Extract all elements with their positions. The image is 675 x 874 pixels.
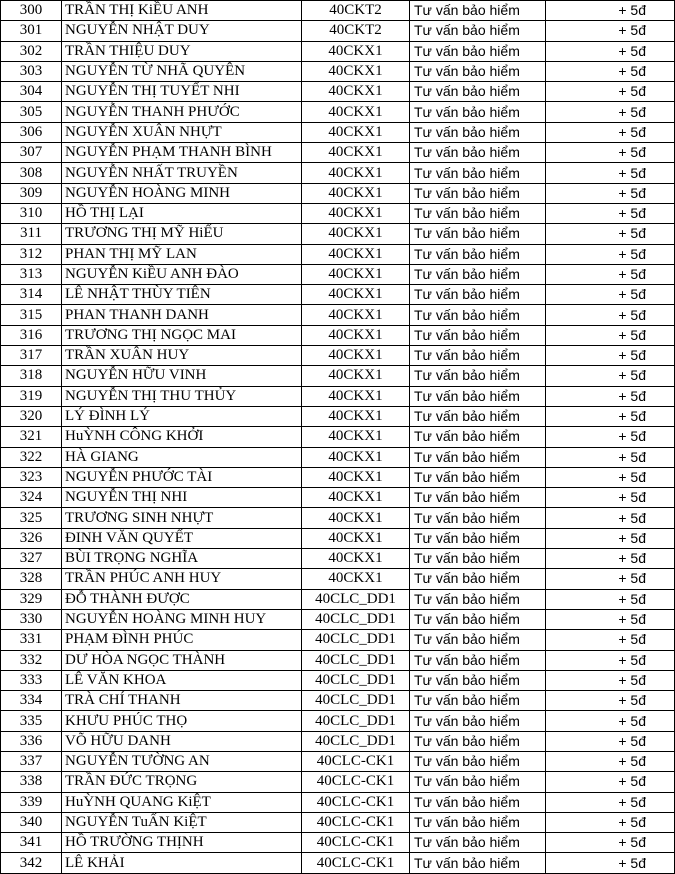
points-value: + 5đ: [546, 244, 675, 264]
row-number: 331: [1, 630, 62, 650]
points-value: + 5đ: [546, 285, 675, 305]
table-row: [1, 163, 675, 183]
table-row: [1, 41, 675, 61]
student-name: TRẦN XUÂN HUY: [62, 346, 302, 366]
row-number: 329: [1, 589, 62, 609]
activity-name: Tư vấn bảo hiểm: [410, 691, 546, 711]
class-code: 40CLC-CK1: [302, 833, 410, 853]
activity-name: Tư vấn bảo hiểm: [410, 285, 546, 305]
student-name: TRƯƠNG THỊ NGỌC MAI: [62, 325, 302, 345]
student-name: TRƯƠNG SINH NHỰT: [62, 508, 302, 528]
activity-name: Tư vấn bảo hiểm: [410, 244, 546, 264]
student-name: NGUYỄN THỊ TUYẾT NHI: [62, 82, 302, 102]
points-value: + 5đ: [546, 853, 675, 873]
student-name: PHẠM ĐÌNH PHÚC: [62, 630, 302, 650]
table-row: [1, 467, 675, 487]
points-value: + 5đ: [546, 609, 675, 629]
class-code: 40CKT2: [302, 21, 410, 41]
table-row: [1, 386, 675, 406]
class-code: 40CKX1: [302, 203, 410, 223]
student-name: VÕ HỮU DANH: [62, 731, 302, 751]
points-value: + 5đ: [546, 589, 675, 609]
row-number: 330: [1, 609, 62, 629]
activity-name: Tư vấn bảo hiểm: [410, 670, 546, 690]
table-row: [1, 670, 675, 690]
row-number: 339: [1, 792, 62, 812]
activity-name: Tư vấn bảo hiểm: [410, 650, 546, 670]
class-code: 40CKX1: [302, 386, 410, 406]
activity-name: Tư vấn bảo hiểm: [410, 833, 546, 853]
points-value: + 5đ: [546, 122, 675, 142]
table-row: [1, 82, 675, 102]
student-name: LÊ KHẢI: [62, 853, 302, 873]
class-code: 40CKX1: [302, 163, 410, 183]
row-number: 326: [1, 528, 62, 548]
activity-name: Tư vấn bảo hiểm: [410, 447, 546, 467]
class-code: 40CKX1: [302, 569, 410, 589]
row-number: 333: [1, 670, 62, 690]
points-value: + 5đ: [546, 447, 675, 467]
activity-name: Tư vấn bảo hiểm: [410, 264, 546, 284]
table-row: [1, 792, 675, 812]
class-code: 40CLC-CK1: [302, 751, 410, 771]
activity-name: Tư vấn bảo hiểm: [410, 549, 546, 569]
activity-name: Tư vấn bảo hiểm: [410, 183, 546, 203]
points-value: + 5đ: [546, 41, 675, 61]
row-number: 317: [1, 346, 62, 366]
points-value: + 5đ: [546, 731, 675, 751]
row-number: 324: [1, 488, 62, 508]
class-code: 40CLC_DD1: [302, 589, 410, 609]
row-number: 334: [1, 691, 62, 711]
points-value: + 5đ: [546, 163, 675, 183]
points-value: + 5đ: [546, 102, 675, 122]
class-code: 40CLC_DD1: [302, 630, 410, 650]
row-number: 313: [1, 264, 62, 284]
table-row: [1, 691, 675, 711]
activity-name: Tư vấn bảo hiểm: [410, 812, 546, 832]
student-name: TRẦN PHÚC ANH HUY: [62, 569, 302, 589]
table-row: [1, 1, 675, 21]
row-number: 312: [1, 244, 62, 264]
row-number: 328: [1, 569, 62, 589]
table-row: [1, 244, 675, 264]
points-value: + 5đ: [546, 203, 675, 223]
points-value: + 5đ: [546, 1, 675, 21]
class-code: 40CKX1: [302, 488, 410, 508]
row-number: 307: [1, 143, 62, 163]
activity-name: Tư vấn bảo hiểm: [410, 467, 546, 487]
student-name: NGUYỄN KiỀU ANH ĐÀO: [62, 264, 302, 284]
points-value: + 5đ: [546, 325, 675, 345]
activity-name: Tư vấn bảo hiểm: [410, 224, 546, 244]
student-name: HỒ TRƯỜNG THỊNH: [62, 833, 302, 853]
activity-name: Tư vấn bảo hiểm: [410, 751, 546, 771]
row-number: 309: [1, 183, 62, 203]
activity-name: Tư vấn bảo hiểm: [410, 102, 546, 122]
student-name: PHAN THANH DANH: [62, 305, 302, 325]
student-name: HuỲNH QUANG KiỆT: [62, 792, 302, 812]
points-value: + 5đ: [546, 691, 675, 711]
points-value: + 5đ: [546, 670, 675, 690]
row-number: 318: [1, 366, 62, 386]
student-name: NGUYỄN TuẤN KiỆT: [62, 812, 302, 832]
points-value: + 5đ: [546, 346, 675, 366]
activity-name: Tư vấn bảo hiểm: [410, 772, 546, 792]
class-code: 40CKX1: [302, 508, 410, 528]
class-code: 40CKX1: [302, 82, 410, 102]
class-code: 40CLC-CK1: [302, 812, 410, 832]
row-number: 306: [1, 122, 62, 142]
row-number: 304: [1, 82, 62, 102]
student-name: TRẦN ĐỨC TRỌNG: [62, 772, 302, 792]
table-row: [1, 122, 675, 142]
row-number: 319: [1, 386, 62, 406]
row-number: 340: [1, 812, 62, 832]
student-name: TRƯƠNG THỊ MỸ HiẾU: [62, 224, 302, 244]
table-row: [1, 406, 675, 426]
points-value: + 5đ: [546, 569, 675, 589]
class-code: 40CKX1: [302, 285, 410, 305]
row-number: 325: [1, 508, 62, 528]
row-number: 300: [1, 1, 62, 21]
activity-name: Tư vấn bảo hiểm: [410, 143, 546, 163]
row-number: 303: [1, 61, 62, 81]
table-row: [1, 711, 675, 731]
points-value: + 5đ: [546, 224, 675, 244]
row-number: 302: [1, 41, 62, 61]
table-row: [1, 488, 675, 508]
activity-name: Tư vấn bảo hiểm: [410, 325, 546, 345]
points-value: + 5đ: [546, 427, 675, 447]
activity-name: Tư vấn bảo hiểm: [410, 609, 546, 629]
row-number: 321: [1, 427, 62, 447]
table-row: [1, 183, 675, 203]
points-value: + 5đ: [546, 143, 675, 163]
activity-name: Tư vấn bảo hiểm: [410, 305, 546, 325]
student-name: ĐINH VĂN QUYẾT: [62, 528, 302, 548]
student-name: ĐỖ THÀNH ĐƯỢC: [62, 589, 302, 609]
table-row: [1, 569, 675, 589]
class-code: 40CLC_DD1: [302, 691, 410, 711]
student-name: LÊ VĂN KHOA: [62, 670, 302, 690]
student-name: DƯ HÒA NGỌC THÀNH: [62, 650, 302, 670]
points-value: + 5đ: [546, 508, 675, 528]
row-number: 338: [1, 772, 62, 792]
table-row: [1, 508, 675, 528]
activity-name: Tư vấn bảo hiểm: [410, 1, 546, 21]
table-body: [1, 1, 675, 874]
activity-name: Tư vấn bảo hiểm: [410, 488, 546, 508]
class-code: 40CKX1: [302, 224, 410, 244]
row-number: 327: [1, 549, 62, 569]
activity-name: Tư vấn bảo hiểm: [410, 203, 546, 223]
points-value: + 5đ: [546, 792, 675, 812]
student-name: NGUYỄN THỊ THU THỦY: [62, 386, 302, 406]
class-code: 40CLC_DD1: [302, 670, 410, 690]
class-code: 40CKX1: [302, 366, 410, 386]
student-name: NGUYỄN NHẬT DUY: [62, 21, 302, 41]
points-value: + 5đ: [546, 751, 675, 771]
table-row: [1, 528, 675, 548]
class-code: 40CKX1: [302, 467, 410, 487]
points-value: + 5đ: [546, 549, 675, 569]
points-value: + 5đ: [546, 833, 675, 853]
table-row: [1, 630, 675, 650]
class-code: 40CKX1: [302, 183, 410, 203]
activity-name: Tư vấn bảo hiểm: [410, 528, 546, 548]
table-row: [1, 346, 675, 366]
student-name: NGUYỄN TỪ NHÃ QUYÊN: [62, 61, 302, 81]
student-name: NGUYỄN HỮU VINH: [62, 366, 302, 386]
student-name: NGUYỄN THỊ NHI: [62, 488, 302, 508]
table-row: [1, 21, 675, 41]
row-number: 316: [1, 325, 62, 345]
row-number: 322: [1, 447, 62, 467]
activity-name: Tư vấn bảo hiểm: [410, 711, 546, 731]
activity-name: Tư vấn bảo hiểm: [410, 163, 546, 183]
row-number: 336: [1, 731, 62, 751]
table-row: [1, 143, 675, 163]
row-number: 323: [1, 467, 62, 487]
row-number: 337: [1, 751, 62, 771]
student-name: NGUYỄN THANH PHƯỚC: [62, 102, 302, 122]
class-code: 40CKX1: [302, 325, 410, 345]
student-name: NGUYỄN NHẤT TRUYỀN: [62, 163, 302, 183]
points-value: + 5đ: [546, 772, 675, 792]
student-name: TRẦN THỊ KiỀU ANH: [62, 1, 302, 21]
table-row: [1, 549, 675, 569]
points-value: + 5đ: [546, 82, 675, 102]
table-row: [1, 833, 675, 853]
points-value: + 5đ: [546, 630, 675, 650]
points-value: + 5đ: [546, 21, 675, 41]
activity-name: Tư vấn bảo hiểm: [410, 589, 546, 609]
row-number: 315: [1, 305, 62, 325]
class-code: 40CKX1: [302, 61, 410, 81]
class-code: 40CLC_DD1: [302, 711, 410, 731]
class-code: 40CKX1: [302, 549, 410, 569]
student-name: BÙI TRỌNG NGHĨA: [62, 549, 302, 569]
class-code: 40CKX1: [302, 122, 410, 142]
class-code: 40CLC-CK1: [302, 853, 410, 873]
table-row: [1, 285, 675, 305]
student-name: NGUYỄN HOÀNG MINH: [62, 183, 302, 203]
points-value: + 5đ: [546, 406, 675, 426]
row-number: 308: [1, 163, 62, 183]
activity-name: Tư vấn bảo hiểm: [410, 406, 546, 426]
row-number: 311: [1, 224, 62, 244]
class-code: 40CKX1: [302, 528, 410, 548]
class-code: 40CLC_DD1: [302, 650, 410, 670]
table-row: [1, 61, 675, 81]
class-code: 40CKX1: [302, 143, 410, 163]
student-name: HuỲNH CÔNG KHỞI: [62, 427, 302, 447]
table-row: [1, 224, 675, 244]
student-name: NGUYỄN PHƯỚC TÀI: [62, 467, 302, 487]
table-row: [1, 751, 675, 771]
table-row: [1, 650, 675, 670]
points-value: + 5đ: [546, 650, 675, 670]
row-number: 305: [1, 102, 62, 122]
activity-name: Tư vấn bảo hiểm: [410, 82, 546, 102]
class-code: 40CKX1: [302, 41, 410, 61]
student-name: TRẦN THIỆU DUY: [62, 41, 302, 61]
table-row: [1, 812, 675, 832]
points-value: + 5đ: [546, 183, 675, 203]
points-value: + 5đ: [546, 305, 675, 325]
table-row: [1, 447, 675, 467]
table-row: [1, 731, 675, 751]
activity-name: Tư vấn bảo hiểm: [410, 508, 546, 528]
row-number: 342: [1, 853, 62, 873]
table-row: [1, 589, 675, 609]
activity-name: Tư vấn bảo hiểm: [410, 21, 546, 41]
class-code: 40CKX1: [302, 447, 410, 467]
points-value: + 5đ: [546, 812, 675, 832]
student-name: KHƯU PHÚC THỌ: [62, 711, 302, 731]
points-value: + 5đ: [546, 467, 675, 487]
activity-name: Tư vấn bảo hiểm: [410, 61, 546, 81]
table-row: [1, 325, 675, 345]
student-name: HỒ THỊ LẠI: [62, 203, 302, 223]
class-code: 40CKX1: [302, 346, 410, 366]
student-name: NGUYỄN HOÀNG MINH HUY: [62, 609, 302, 629]
class-code: 40CKT2: [302, 1, 410, 21]
activity-name: Tư vấn bảo hiểm: [410, 346, 546, 366]
student-name: NGUYỄN TƯỜNG AN: [62, 751, 302, 771]
student-name: HÀ GIANG: [62, 447, 302, 467]
class-code: 40CKX1: [302, 244, 410, 264]
activity-name: Tư vấn bảo hiểm: [410, 792, 546, 812]
class-code: 40CLC-CK1: [302, 792, 410, 812]
points-value: + 5đ: [546, 528, 675, 548]
table-row: [1, 772, 675, 792]
activity-name: Tư vấn bảo hiểm: [410, 386, 546, 406]
student-name: TRÀ CHÍ THANH: [62, 691, 302, 711]
row-number: 341: [1, 833, 62, 853]
student-name: LÊ NHẬT THÙY TIÊN: [62, 285, 302, 305]
table-row: [1, 366, 675, 386]
row-number: 320: [1, 406, 62, 426]
table-row: [1, 427, 675, 447]
class-code: 40CLC_DD1: [302, 731, 410, 751]
activity-name: Tư vấn bảo hiểm: [410, 630, 546, 650]
points-value: + 5đ: [546, 488, 675, 508]
class-code: 40CKX1: [302, 427, 410, 447]
row-number: 335: [1, 711, 62, 731]
activity-name: Tư vấn bảo hiểm: [410, 427, 546, 447]
activity-name: Tư vấn bảo hiểm: [410, 853, 546, 873]
activity-name: Tư vấn bảo hiểm: [410, 731, 546, 751]
student-name: NGUYỄN XUÂN NHỰT: [62, 122, 302, 142]
table-row: [1, 305, 675, 325]
table-row: [1, 609, 675, 629]
points-value: + 5đ: [546, 264, 675, 284]
table-row: [1, 853, 675, 873]
table-row: [1, 102, 675, 122]
table-row: [1, 264, 675, 284]
activity-name: Tư vấn bảo hiểm: [410, 122, 546, 142]
table-row: [1, 203, 675, 223]
points-value: + 5đ: [546, 386, 675, 406]
row-number: 314: [1, 285, 62, 305]
activity-name: Tư vấn bảo hiểm: [410, 366, 546, 386]
row-number: 332: [1, 650, 62, 670]
row-number: 310: [1, 203, 62, 223]
points-value: + 5đ: [546, 366, 675, 386]
class-code: 40CLC_DD1: [302, 609, 410, 629]
student-name: PHAN THỊ MỸ LAN: [62, 244, 302, 264]
points-value: + 5đ: [546, 61, 675, 81]
class-code: 40CKX1: [302, 264, 410, 284]
student-name: LÝ ĐÌNH LÝ: [62, 406, 302, 426]
student-name: NGUYỄN PHẠM THANH BÌNH: [62, 143, 302, 163]
class-code: 40CKX1: [302, 406, 410, 426]
points-value: + 5đ: [546, 711, 675, 731]
activity-name: Tư vấn bảo hiểm: [410, 569, 546, 589]
activity-name: Tư vấn bảo hiểm: [410, 41, 546, 61]
class-code: 40CKX1: [302, 102, 410, 122]
row-number: 301: [1, 21, 62, 41]
class-code: 40CLC-CK1: [302, 772, 410, 792]
class-code: 40CKX1: [302, 305, 410, 325]
